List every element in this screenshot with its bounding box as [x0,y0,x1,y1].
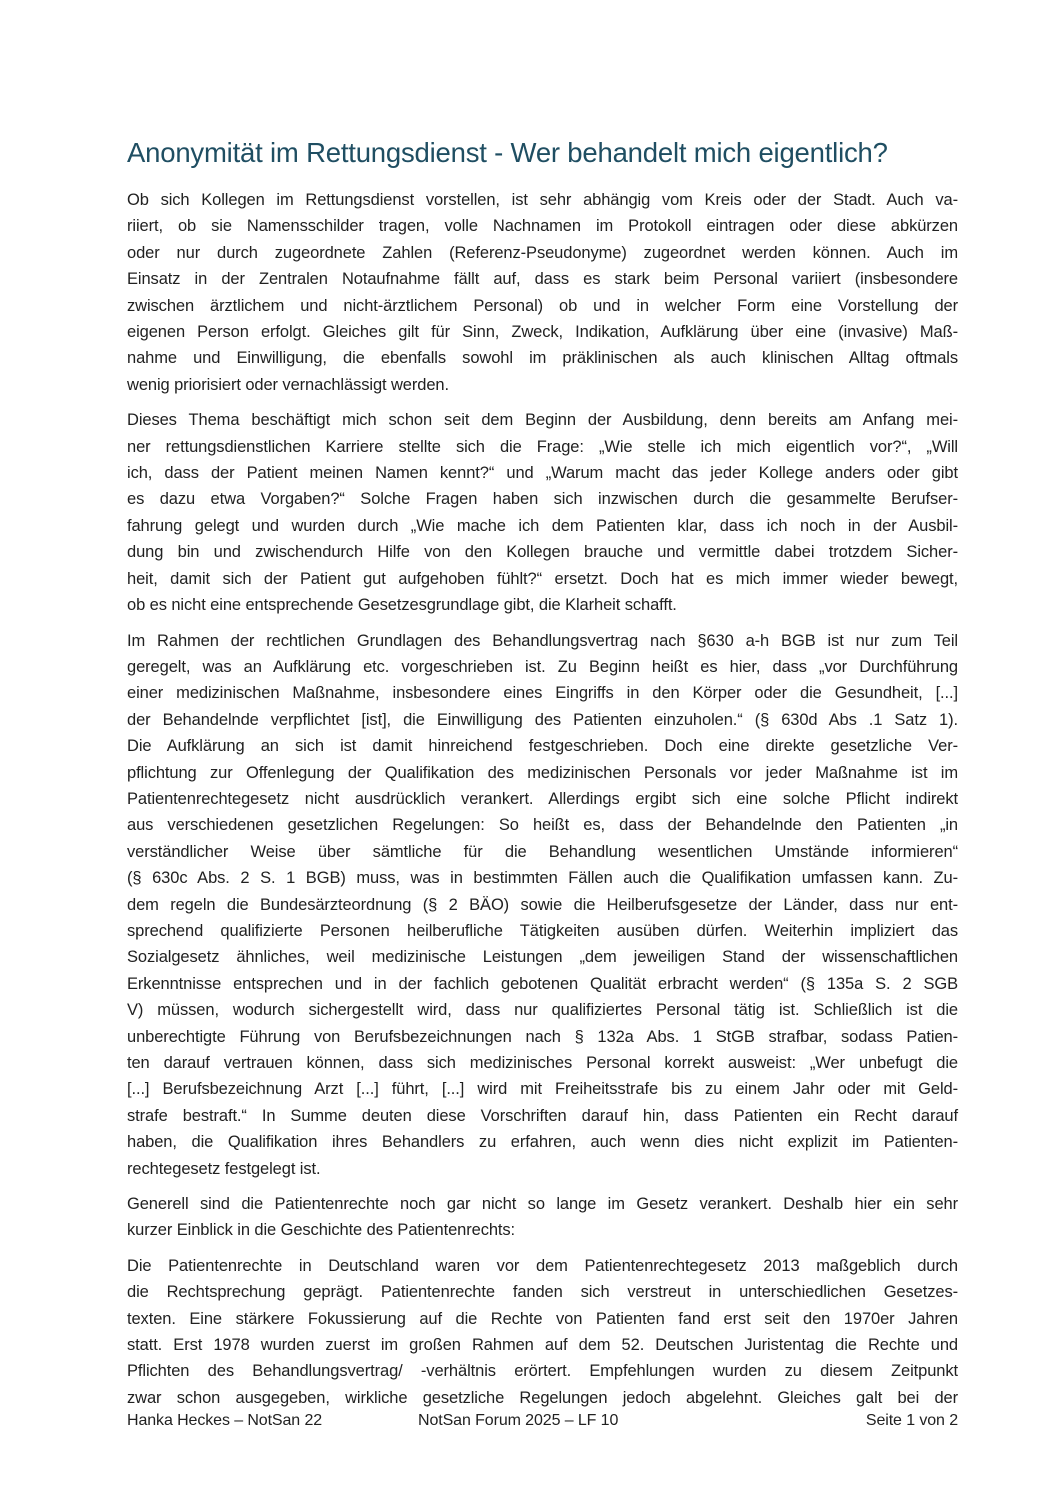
text-line: Einsatz in der Zentralen Notaufnahme fällt auf, dass es stark beim Personal variiert (insbesondere [127,270,958,289]
text-line: verständlicher Weise über sämtliche für die Behandlung wesentlichen Umstände informieren“ [127,842,958,861]
text-line: riiert, ob sie Namensschilder tragen, volle Nachnamen im Protokoll eintragen oder diese abkürzen [127,217,958,236]
text-line: dung bin und zwischendurch Hilfe von den Kollegen brauche und vermittle dabei trotzdem Sicher- [127,543,958,562]
text-line: es dazu etwa Vorgaben?“ Solche Fragen haben sich inzwischen durch die gesammelte Berufser- [127,490,958,509]
text-line: Ob sich Kollegen im Rettungsdienst vorstellen, ist sehr abhängig vom Kreis oder der Stadt. Auch va- [127,191,958,209]
document-content [127,136,958,1411]
text-line: die Rechtsprechung geprägt. Patientenrechte fanden sich verstreut in unterschiedlichen Gesetzes- [127,1283,958,1302]
text-line: [...] Berufsbezeichnung Arzt [...] führt, [...] wird mit Freiheitsstrafe bis zu einem Jahr oder mit Geld- [127,1080,958,1099]
text-line: Pflichten des Behandlungsvertrag/ -verhältnis erörtert. Empfehlungen wurden zu diesem Zeitpunkt [127,1362,958,1381]
text-line: strafe bestraft.“ In Summe deuten diese Vorschriften darauf hin, dass Patienten ein Recht darauf [127,1106,958,1125]
text-line: Generell sind die Patientenrechte noch gar nicht so lange im Gesetz verankert. Deshalb hier ein sehr [127,1195,958,1214]
footer-page-number: Seite 1 von 2 [865,1412,958,1429]
text-line: aus verschiedenen gesetzlichen Regelungen: So heißt es, dass der Behandelnde den Patienten „in [127,816,958,835]
text-line: Im Rahmen der rechtlichen Grundlagen des Behandlungsvertrag nach §630 a-h BGB ist nur zum Teil [127,631,958,650]
text-line: dem regeln die Bundesärzteordnung (§ 2 BÄO) sowie die Heilberufsgesetze der Länder, dass nur ent- [127,895,958,914]
text-line: wenig priorisiert oder vernachlässigt werden. [127,375,449,394]
text-line: haben, die Qualifikation ihres Behandlers zu erfahren, auch wenn dies nicht explizit im Patienten- [127,1133,958,1152]
page-footer [127,1412,958,1430]
text-line: Dieses Thema beschäftigt mich schon seit dem Beginn der Ausbildung, denn bereits am Anfang mei- [127,411,958,430]
text-line: Die Patientenrechte in Deutschland waren vor dem Patientenrechtegesetz 2013 maßgeblich durch [127,1256,958,1275]
text-line: statt. Erst 1978 wurden zuerst im großen Rahmen auf dem 52. Deutschen Juristentag die Rechte und [127,1336,958,1355]
text-line: Sozialgesetz ähnliches, weil medizinische Leistungen „dem jeweiligen Stand der wissenschaftlichen [127,948,958,967]
text-line: einer medizinischen Maßnahme, insbesondere eines Eingriffs in den Körper oder die Gesundheit, [...] [127,684,958,703]
text-line: zwischen ärztlichem und nicht-ärztlichem Personal) ob und in welcher Form eine Vorstellung der [127,296,958,315]
text-line: nahme und Einwilligung, die ebenfalls sowohl im präklinischen als auch klinischen Alltag oftmals [127,349,958,368]
text-line: zwar schon ausgegeben, wirkliche gesetzliche Regelungen jedoch abgelehnt. Gleiches galt bei der [127,1388,958,1407]
text-line: Patientenrechtegesetz nicht ausdrücklich verankert. Allerdings ergibt sich eine solche Pflicht indirekt [127,789,958,808]
text-line: ten darauf vertrauen können, dass sich medizinisches Personal korrekt ausweist: „Wer unbefugt die [127,1054,958,1072]
text-line: ich, dass der Patient meinen Namen kennt?“ und „Warum macht das jeder Kollege anders oder gibt [127,464,958,483]
text-line: unberechtigte Führung von Berufsbezeichnungen nach § 132a Abs. 1 StGB strafbar, sodass Patien- [127,1027,958,1046]
footer-document-info: NotSan Forum 2025 – LF 10 [418,1412,619,1429]
text-line: geregelt, was an Aufklärung etc. vorgeschrieben ist. Zu Beginn heißt es hier, dass „vor Durchführung [127,657,958,676]
paragraph [127,1253,958,1411]
page-title: Anonymität im Rettungsdienst - Wer behandelt mich eigentlich? [127,137,888,168]
paragraph [127,407,958,618]
paragraph [127,1191,958,1244]
text-line: rechtegesetz festgelegt ist. [127,1159,321,1178]
text-line: pflichtung zur Offenlegung der Qualifikation des medizinischen Personals vor jeder Maßnahme ist im [127,763,958,782]
text-line: eigenen Person erfolgt. Gleiches gilt für Sinn, Zweck, Indikation, Aufklärung über eine (invasive) Maß- [127,323,958,342]
text-line: sprechend qualifizierte Personen heilberufliche Tätigkeiten ausüben dürfen. Weiterhin impliziert das [127,921,958,940]
text-line: texten. Eine stärkere Fokussierung auf die Rechte von Patienten fand erst seit den 1970er Jahren [127,1309,958,1328]
footer-author: Hanka Heckes – NotSan 22 [127,1412,323,1429]
paragraph [127,187,958,398]
text-line: (§ 630c Abs. 2 S. 1 BGB) muss, was in bestimmten Fällen auch die Qualifikation umfassen kann. Zu- [127,869,958,888]
text-line: Erkenntnisse entsprechen und in der fachlich gebotenen Qualität erbracht werden“ (§ 135a S. 2 SGB [127,974,958,993]
text-line: ner rettungsdienstlichen Karriere stellte sich die Frage: „Wie stelle ich mich eigentlich vor?“, „Will [127,437,958,456]
text-line: heit, damit sich der Patient gut aufgehoben fühlt?“ ersetzt. Doch hat es mich immer wieder bewegt, [127,569,958,588]
text-line: oder nur durch zugeordnete Zahlen (Referenz-Pseudonyme) zugeordnet werden können. Auch im [127,243,958,262]
text-line: Die Aufklärung an sich ist damit hinreichend festgeschrieben. Doch eine direkte gesetzliche Ver- [127,737,958,756]
text-line: fahrung gelegt und wurden durch „Wie mache ich dem Patienten klar, dass ich noch in der Ausbil- [127,516,958,535]
text-line: der Behandelnde verpflichtet [ist], die Einwilligung des Patienten einzuholen.“ (§ 630d Abs .1 Satz 1). [127,710,958,729]
document-body [127,187,958,1411]
text-line: V) müssen, wodurch sichergestellt wird, dass nur qualifiziertes Personal tätig ist. Schließlich ist die [127,1001,958,1020]
text-line: ob es nicht eine entsprechende Gesetzesgrundlage gibt, die Klarheit schafft. [127,596,677,615]
text-line: kurzer Einblick in die Geschichte des Patientenrechts: [127,1221,516,1240]
paragraph [127,628,958,1183]
